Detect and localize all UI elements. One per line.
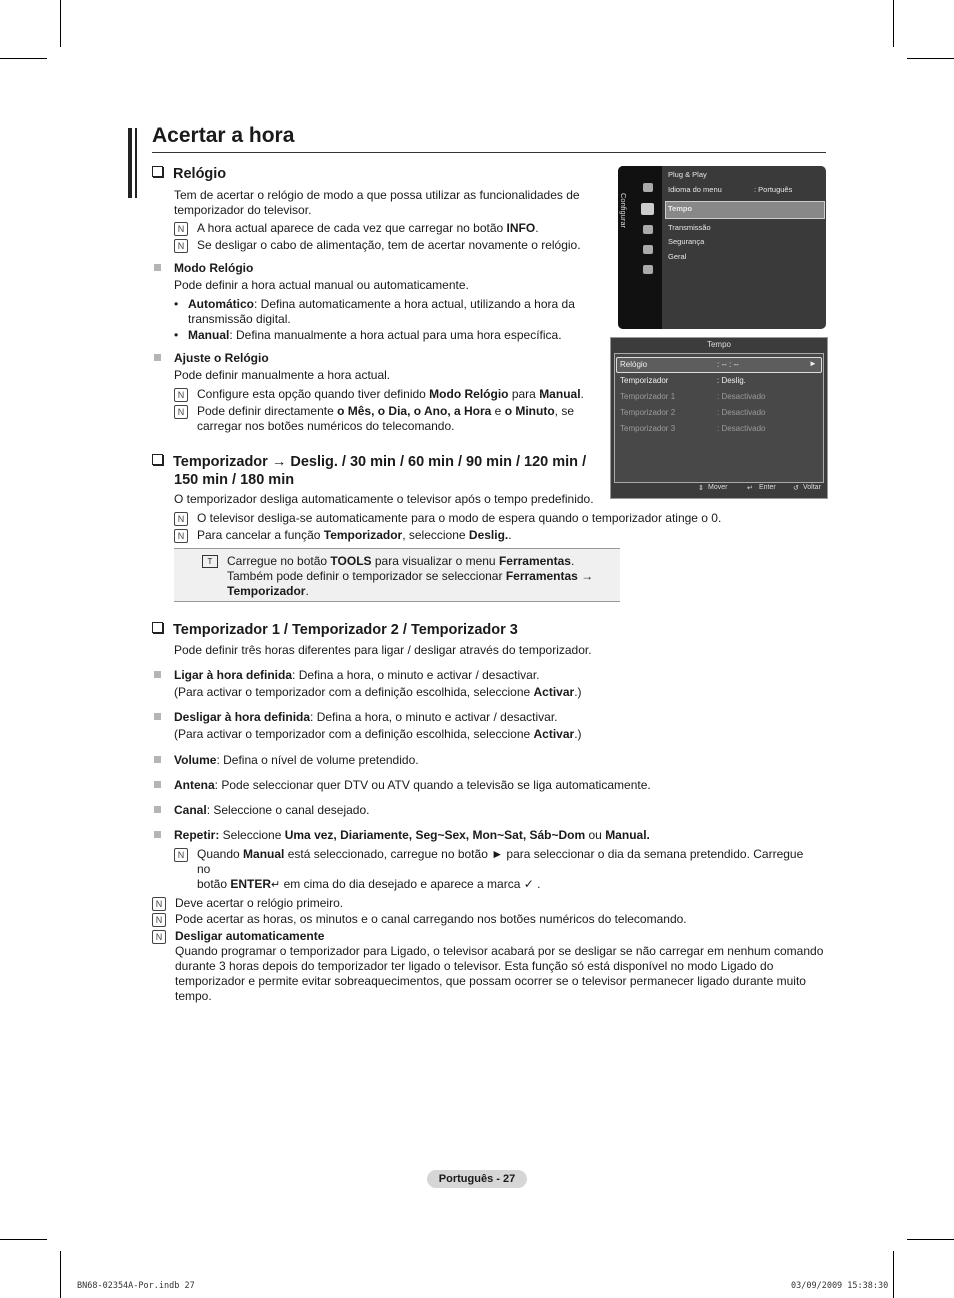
note-icon: N	[152, 897, 166, 911]
repetir-line: Repetir: Seleccione Uma vez, Diariamente, Seg~Sex, Mon~Sat, Sáb~Dom ou Manual.	[174, 828, 650, 842]
bullet-square	[154, 354, 161, 361]
osd-row-value: : Desactivado	[717, 392, 766, 401]
crop-mark	[893, 1251, 894, 1298]
section-temporizador-123: Temporizador 1 / Temporizador 2 / Temporizador 3	[152, 622, 518, 638]
note: N Pode acertar as horas, os minutos e o canal carregando nos botões numéricos do telecomando.	[152, 912, 812, 927]
crop-mark	[893, 0, 894, 47]
osd-tempo-header: Tempo	[706, 340, 731, 349]
osd-footer-enter: Enter	[759, 484, 776, 491]
bullet: •	[174, 297, 179, 311]
desligar-line1: Desligar à hora definida: Defina a hora, o minuto e activar / desactivar.	[174, 710, 558, 724]
bullet-square	[154, 713, 161, 720]
title-rule	[152, 152, 826, 153]
input-icon	[643, 225, 653, 234]
enter-icon: ↵	[271, 879, 281, 891]
temporizador-desc: O temporizador desliga automaticamente o televisor após o tempo predefinido.	[174, 492, 594, 506]
crop-mark	[0, 58, 47, 59]
tools-icon: T	[202, 555, 218, 568]
gear-icon	[641, 203, 654, 215]
modo-auto: Automático: Defina automaticamente a hora actual, utilizando a hora da transmissão digital.	[188, 297, 575, 326]
osd-tempo-screen	[610, 337, 828, 499]
move-icon: ⇕	[698, 485, 704, 492]
modo-manual: Manual: Defina manualmente a hora actual para uma hora específica.	[188, 328, 562, 342]
note-icon: N	[174, 388, 188, 402]
osd-item: Plug & Play	[668, 170, 707, 179]
file-info: BN68-02354A-Por.indb 27	[77, 1281, 195, 1291]
bullet-square	[154, 671, 161, 678]
osd-sidebar	[618, 166, 662, 329]
bullet-square	[154, 756, 161, 763]
osd-row-value: : Desactivado	[717, 424, 766, 433]
note-icon: N	[174, 512, 188, 526]
osd-row-value: : Desactivado	[717, 408, 766, 417]
note: N A hora actual aparece de cada vez que carregar no botão INFO.	[174, 221, 594, 236]
osd-config-screen	[618, 166, 826, 329]
note: N Quando Manual está seleccionado, carregue no botão ► para seleccionar o dia da semana pretendido. Carregue no botão ENTER↵ em cima do dia desejado e aparece a marca ✓ .	[174, 847, 814, 877]
note: N O televisor desliga-se automaticamente para o modo de espera quando o temporizador atinge o 0.	[174, 511, 774, 526]
osd-item: Transmissão	[668, 223, 711, 232]
osd-row-value: : -- : --	[717, 360, 739, 369]
osd-row-label: Temporizador	[620, 376, 669, 385]
osd-item: Idioma do menu	[668, 185, 722, 194]
enter-icon: ↵	[747, 485, 753, 492]
section-temporizador-cont: 150 min / 180 min	[174, 472, 295, 488]
crop-mark	[0, 1239, 47, 1240]
osd-item-value: : Português	[754, 185, 793, 194]
heading-bar	[128, 128, 132, 198]
tools-box	[174, 548, 620, 602]
relogio-intro: Tem de acertar o relógio de modo a que possa utilizar as funcionalidades de temporizador do televisor.	[174, 188, 580, 217]
note-icon: N	[152, 930, 166, 944]
return-icon: ↺	[793, 485, 799, 492]
note-icon: N	[174, 848, 188, 862]
canal-line: Canal: Seleccione o canal desejado.	[174, 803, 370, 817]
modo-relogio-desc: Pode definir a hora actual manual ou automaticamente.	[174, 278, 469, 292]
crop-mark	[907, 1239, 954, 1240]
tools-text: Carregue no botão TOOLS para visualizar o menu Ferramentas. Também pode definir o temporizador se seleccionar Ferramentas → Temporizador.	[227, 554, 594, 598]
osd-item: Geral	[668, 252, 687, 261]
crop-mark	[907, 58, 954, 59]
ajuste-desc: Pode definir manualmente a hora actual.	[174, 368, 391, 382]
osd-row-label: Relógio	[620, 360, 648, 369]
osd-row-value: : Deslig.	[717, 376, 746, 385]
osd-footer-back: Voltar	[803, 484, 821, 491]
note: N Deve acertar o relógio primeiro.	[152, 896, 812, 911]
page-number: Português - 27	[427, 1170, 527, 1188]
right-arrow-icon: ►	[809, 359, 817, 368]
note-icon: N	[152, 913, 166, 927]
date-info: 03/09/2009 15:38:30	[791, 1281, 889, 1291]
ligar-line2: (Para activar o temporizador com a definição escolhida, seleccione Activar.)	[174, 685, 582, 699]
osd-row-label: Temporizador 3	[620, 424, 676, 433]
bullet-square	[154, 831, 161, 838]
ligar-line1: Ligar à hora definida: Defina a hora, o minuto e activar / desactivar.	[174, 668, 540, 682]
crop-mark	[60, 1251, 61, 1298]
bullet-square	[154, 264, 161, 271]
desligar-line2: (Para activar o temporizador com a definição escolhida, seleccione Activar.)	[174, 727, 582, 741]
volume-line: Volume: Defina o nível de volume pretendido.	[174, 753, 419, 767]
osd-row-label: Temporizador 2	[620, 408, 676, 417]
support-icon	[643, 265, 653, 274]
bullet-square	[154, 781, 161, 788]
osd-footer-move: Mover	[708, 484, 728, 491]
antena-line: Antena: Pode seleccionar quer DTV ou ATV quando a televisão se liga automaticamente.	[174, 778, 651, 792]
check-icon: ✓	[523, 877, 534, 891]
picture-icon	[643, 183, 653, 192]
section-relogio: Relógio	[152, 166, 226, 182]
osd-row-label: Temporizador 1	[620, 392, 676, 401]
note: N Configure esta opção quando tiver definido Modo Relógio para Manual.	[174, 387, 594, 402]
note-icon: N	[174, 529, 188, 543]
note-icon: N	[174, 239, 188, 253]
osd-item: Segurança	[668, 237, 705, 246]
note: N Para cancelar a função Temporizador, seleccione Deslig..	[174, 528, 594, 543]
crop-mark	[60, 0, 61, 47]
temp123-desc: Pode definir três horas diferentes para ligar / desligar através do temporizador.	[174, 643, 592, 657]
modo-relogio-title: Modo Relógio	[174, 261, 254, 275]
note: N Se desligar o cabo de alimentação, tem de acertar novamente o relógio.	[174, 238, 594, 253]
note: N Desligar automaticamente Quando programar o temporizador para Ligado, o televisor acabará por se desligar se não carregar em nenhum comando durante 3 horas depois do temporizador ter ligado o televisor. Esta função só está disponível no modo Ligado do temporizador e permite evitar sobreaquecimentos, que possam ocorrer se o televisor permanecer ligado durante muito tempo.	[152, 929, 832, 989]
heading-bar	[135, 128, 137, 198]
page-title: Acertar a hora	[152, 124, 295, 147]
osd-item-selected: Tempo	[668, 204, 693, 213]
bullet: •	[174, 328, 179, 342]
note: N Pode definir directamente o Mês, o Dia, o Ano, a Hora e o Minuto, se carregar nos botões numéricos do telecomando.	[174, 404, 594, 434]
application-icon	[643, 245, 653, 254]
note-icon: N	[174, 222, 188, 236]
note-icon: N	[174, 405, 188, 419]
section-temporizador: Temporizador → Deslig. / 30 min / 60 min / 90 min / 120 min /	[152, 453, 592, 471]
bullet-square	[154, 806, 161, 813]
ajuste-title: Ajuste o Relógio	[174, 351, 269, 365]
osd-side-label: Configurar	[619, 192, 629, 229]
